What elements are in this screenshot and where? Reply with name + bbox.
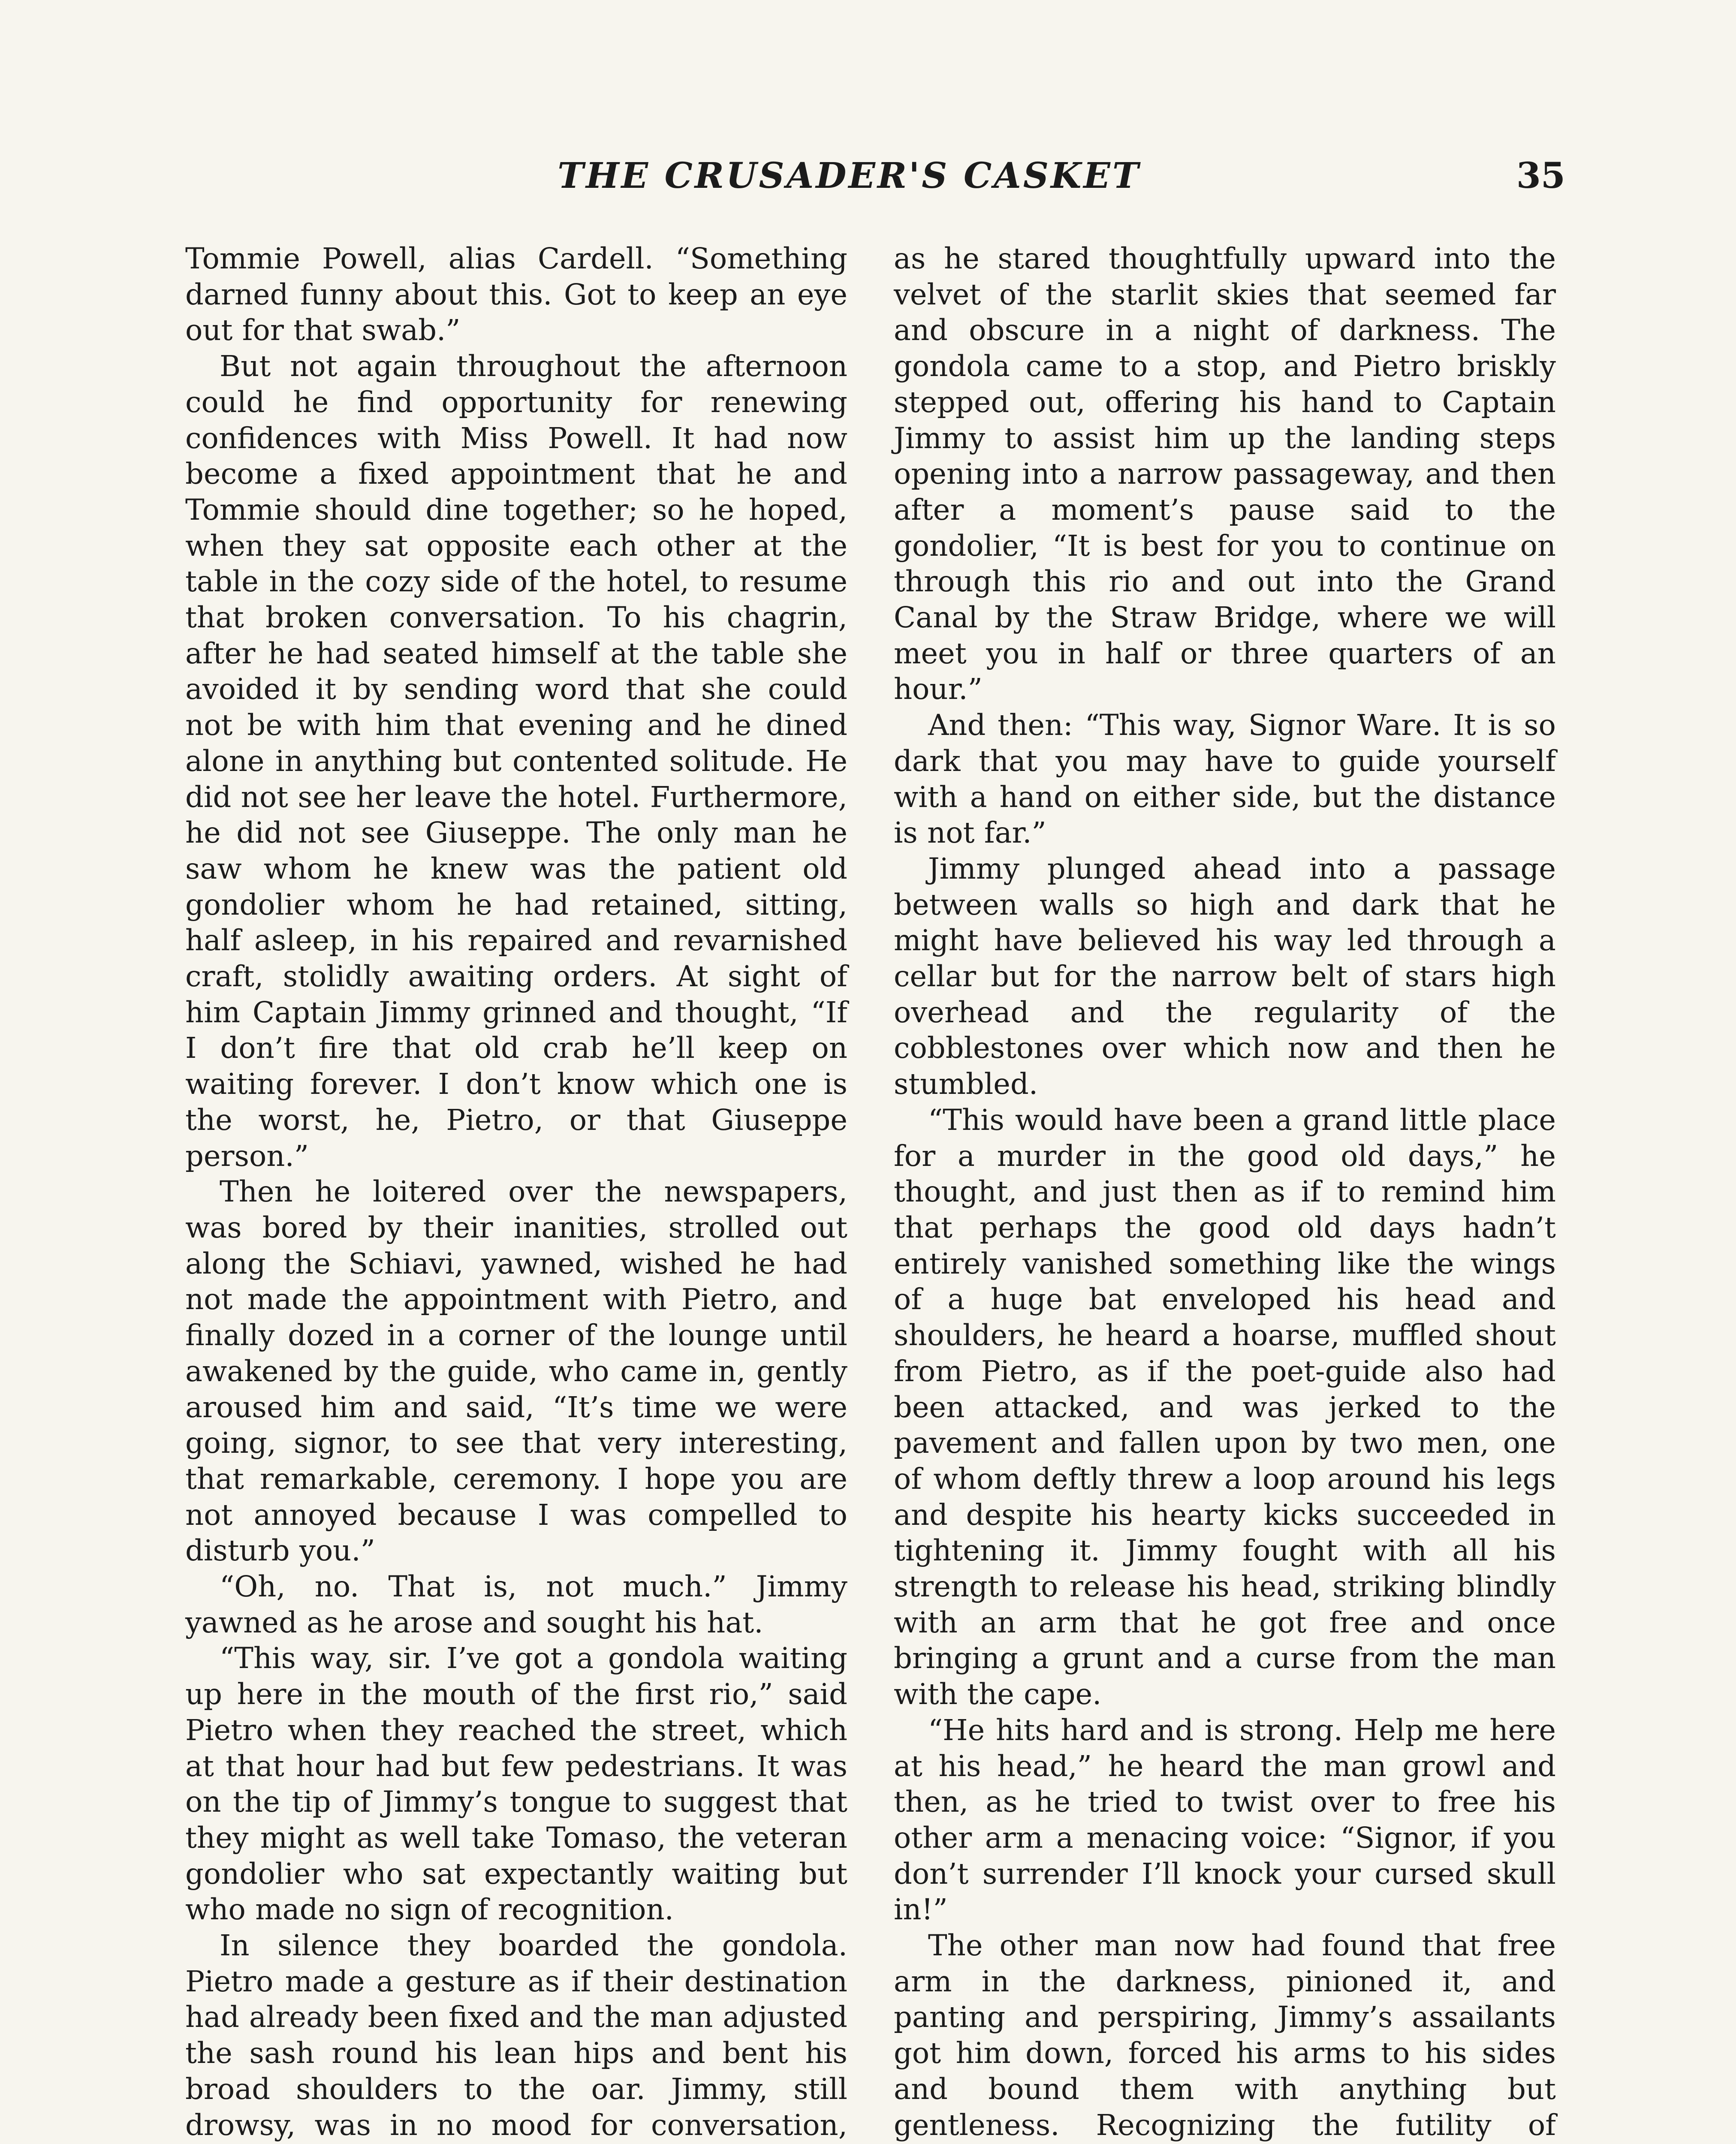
paragraph: Then he loitered over the newspapers, was bored by their inanities, strolled out along the Schiavi, yawned, wished he had not made the appointment with Pietro, and finally dozed in a corner of the lounge until awakened by the guide, who came in, gently aroused him and said, “It’s time we were going, signor, to see that very interesting, that remarkable, ceremony. I hope you are not annoyed because I was compelled to disturb you.” <box>185 1175 847 1568</box>
left-text-column <box>185 241 847 2144</box>
paragraph: In silence they boarded the gondola. Pietro made a gesture as if their destination had already been fixed and the man adjusted the sash round his lean hips and bent his broad shoulders to the oar. Jimmy, still drowsy, was in no mood for conversation, <box>185 1929 847 2142</box>
right-text-column <box>894 241 1556 2144</box>
paragraph: The other man now had found that free arm in the darkness, pinioned it, and panting and perspiring, Jimmy’s assailants got him down, forced his arms to his sides and bound them with anything but gentleness. Recognizing the futility of <box>894 1929 1556 2142</box>
paragraph: But not again throughout the afternoon could he find opportunity for renewing confidences with Miss Powell. It had now become a fixed appointment that he and Tommie should dine together; so he hoped, when they sat opposite each other at the table in the cozy side of the hotel, to resume that broken conversation. To his chagrin, after he had seated himself at the table she avoided it by sending word that she could not be with him that evening and he dined alone in anything but contented solitude. He did not see her leave the hotel. Furthermore, he did not see Giuseppe. The only man he saw whom he knew was the patient old gondolier whom he had retained, sitting, half asleep, in his repaired and revarnished craft, stolidly awaiting orders. At sight of him Captain Jimmy grinned and thought, “If I don’t fire that old crab he’ll keep on waiting forever. I don’t know which one is the worst, he, Pietro, or that Giuseppe person.” <box>185 349 847 1173</box>
running-head-title: THE CRUSADER'S CASKET <box>558 155 1141 196</box>
paragraph: Jimmy plunged ahead into a passage between walls so high and dark that he might have believed his way led through a cellar but for the narrow belt of stars high overhead and the regularity of the cobblestones over which now and then he stumbled. <box>894 852 1556 1101</box>
paragraph: And then: “This way, Signor Ware. It is so dark that you may have to guide yourself with a hand on either side, but the distance is not far.” <box>894 708 1556 850</box>
paragraph: as he stared thoughtfully upward into the velvet of the starlit skies that seemed far and obscure in a night of darkness. The gondola came to a stop, and Pietro briskly stepped out, offering his hand to Captain Jimmy to assist him up the landing steps opening into a narrow passageway, and then after a moment’s pause said to the gondolier, “It is best for you to continue on through this rio and out into the Grand Canal by the Straw Bridge, where we will meet you in half or three quarters of an hour.” <box>894 242 1556 706</box>
paragraph: “He hits hard and is strong. Help me here at his head,” he heard the man growl and then, as he tried to twist over to free his other arm a menacing voice: “Signor, if you don’t surrender I’ll knock your cursed skull in!” <box>894 1713 1556 1927</box>
paragraph: “This would have been a grand little place for a murder in the good old days,” he thought, and just then as if to remind him that perhaps the good old days hadn’t entirely vanished something like the wings of a huge bat enveloped his head and shoulders, he heard a hoarse, muffled shout from Pietro, as if the poet-guide also had been attacked, and was jerked to the pavement and fallen upon by two men, one of whom deftly threw a loop around his legs and despite his hearty kicks succeeded in tightening it. Jimmy fought with all his strength to release his head, striking blindly with an arm that he got free and once bringing a grunt and a curse from the man with the cape. <box>894 1103 1556 1711</box>
paragraph: “Oh, no. That is, not much.” Jimmy yawned as he arose and sought his hat. <box>185 1570 847 1639</box>
paragraph: Tommie Powell, alias Cardell. “Something darned funny about this. Got to keep an eye out for that swab.” <box>185 242 847 347</box>
page-number: 35 <box>1516 155 1565 196</box>
paragraph: “This way, sir. I’ve got a gondola waiting up here in the mouth of the first rio,” said Pietro when they reached the street, which at that hour had but few pedestrians. It was on the tip of Jimmy’s tongue to suggest that they might as well take Tomaso, the veteran gondolier who sat expectantly waiting but who made no sign of recognition. <box>185 1641 847 1927</box>
